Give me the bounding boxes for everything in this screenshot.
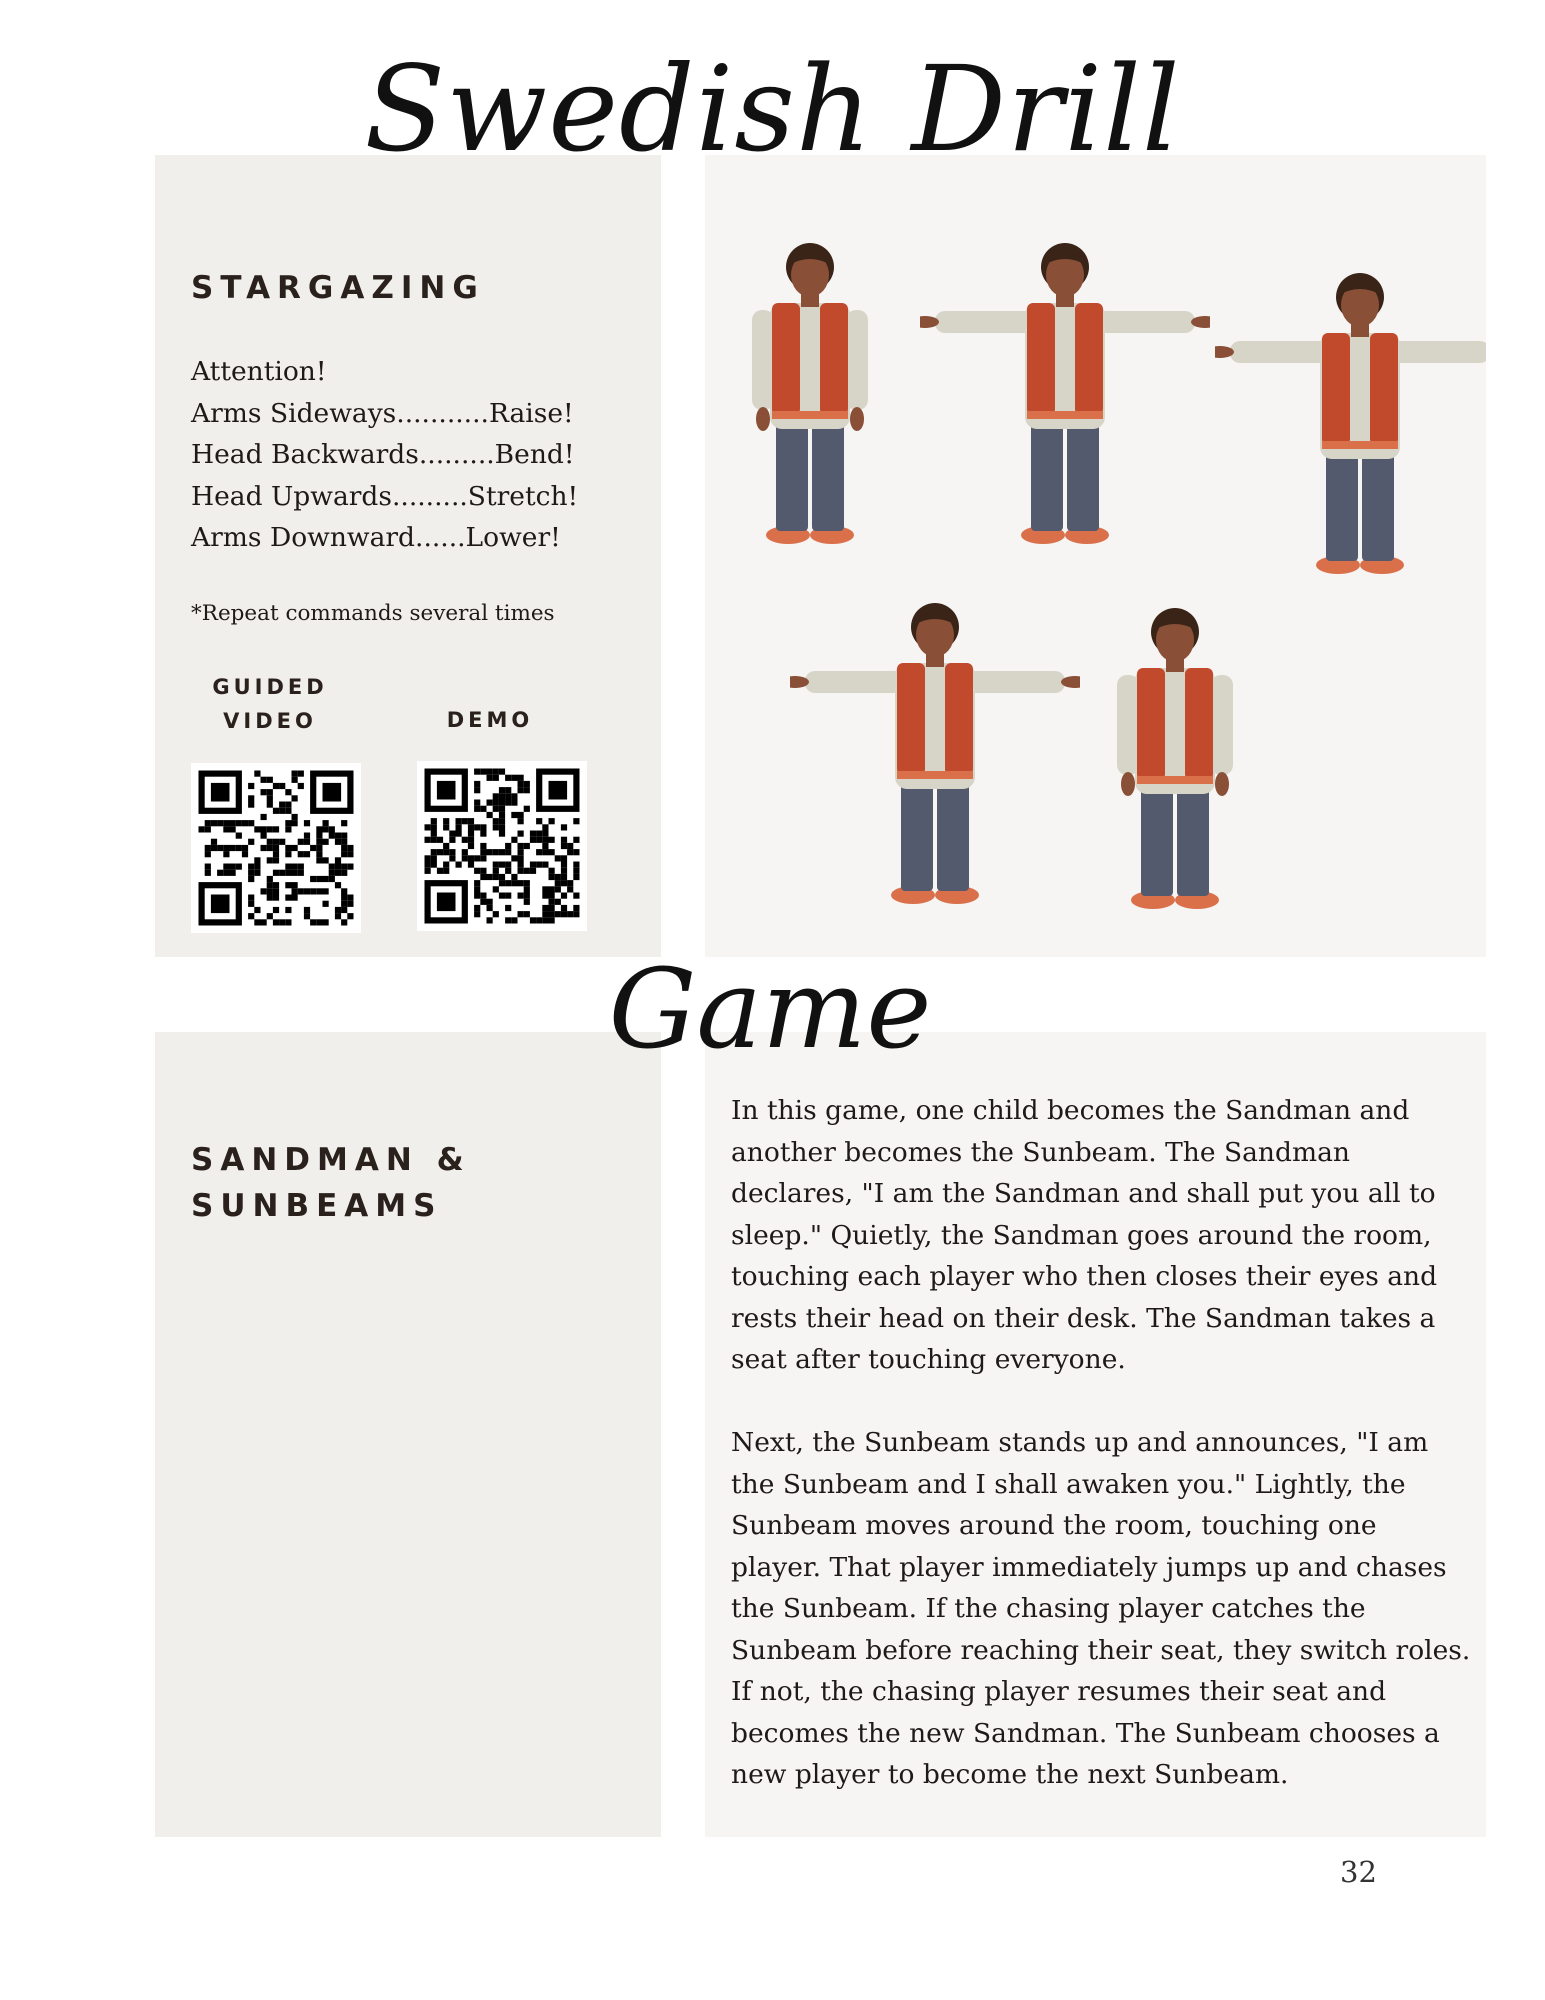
demo-label: DEMO — [446, 708, 534, 732]
game-description — [731, 1090, 1471, 1796]
child-illustration — [1215, 265, 1486, 577]
repeat-note: *Repeat commands several times — [191, 601, 555, 626]
command-line: Arms Sideways...........Raise! — [191, 397, 574, 429]
game-paragraph: In this game, one child becomes the Sandman and another becomes the Sunbeam. The Sandman declares, "I am the Sandman and shall put you all to sleep." Quietly, the Sandman goes around the room, touching each player who then closes their eyes and rests their head on their desk. The Sandman takes a seat after touching everyone. — [731, 1095, 1438, 1375]
child-figure-arms-out — [920, 235, 1210, 551]
guided-video-label — [205, 670, 335, 738]
game-description-panel — [705, 1032, 1486, 1837]
drill-panel — [155, 155, 661, 957]
guided-video-qr-code[interactable] — [191, 763, 361, 933]
command-line: Attention! — [191, 356, 327, 387]
game-heading: Game — [608, 945, 932, 1073]
command-line: Head Backwards.........Bend! — [191, 439, 575, 470]
guided-label-line2: VIDEO — [223, 709, 317, 733]
child-illustration — [920, 235, 1210, 547]
child-illustration — [790, 595, 1080, 907]
child-figure-arms-down — [750, 235, 870, 551]
game-title-panel — [155, 1032, 661, 1837]
qr-code-icon — [417, 761, 587, 931]
qr-code-icon — [191, 763, 361, 933]
command-line: Head Upwards.........Stretch! — [191, 480, 579, 512]
command-list — [191, 351, 578, 559]
game-title — [191, 1137, 611, 1229]
drill-heading: STARGAZING — [191, 270, 485, 306]
guided-label-line1: GUIDED — [212, 675, 328, 699]
child-figure-arms-out — [790, 595, 1080, 911]
page-title: Swedish Drill — [364, 40, 1181, 178]
game-title-line1: SANDMAN & — [191, 1142, 471, 1178]
demo-qr-code[interactable] — [417, 761, 587, 931]
child-figure-arms-down — [1115, 600, 1235, 916]
command-line: Arms Downward......Lower! — [191, 522, 561, 553]
figures-panel — [705, 155, 1486, 957]
game-paragraph: Next, the Sunbeam stands up and announces, "I am the Sunbeam and I shall awaken you." Lightly, the Sunbeam moves around the room, touching one player. That player immediately jumps up and chases the Sunbeam. If the chasing player catches the Sunbeam before reaching their seat, they switch roles. If not, the chasing player resumes their seat and becomes the new Sandman. The Sunbeam chooses a new player to become the next Sunbeam. — [731, 1427, 1471, 1790]
game-title-line2: SUNBEAMS — [191, 1188, 443, 1224]
child-illustration — [750, 235, 870, 547]
child-illustration — [1115, 600, 1235, 912]
page-number: 32 — [1340, 1855, 1377, 1889]
child-figure-arms-out — [1215, 265, 1486, 581]
